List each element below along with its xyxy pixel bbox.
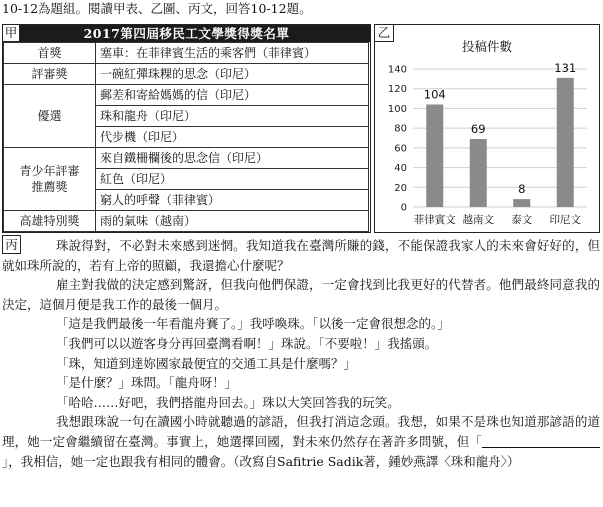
passage-paragraph (2, 412, 600, 471)
answer-blank (482, 435, 600, 448)
table-row (4, 211, 369, 232)
award-work: 雨的氣味（越南） (96, 211, 369, 232)
award-category-line: 推薦獎 (31, 180, 68, 194)
bar (426, 104, 443, 207)
y-tick-label: 140 (387, 64, 407, 76)
award-work: 珠和龍舟（印尼） (96, 106, 369, 127)
passage-paragraph: 雇主對我做的決定感到驚訝，但我向他們保證，一定會找到比我更好的代替者。他們最終同意我的決定，這個月便是我工作的最後一個月。 (2, 277, 600, 312)
passage-paragraph: 「是什麼？」珠問。「龍舟呀！」 (56, 375, 238, 391)
y-tick-label: 100 (387, 103, 407, 115)
x-tick-label: 泰文 (511, 214, 533, 226)
y-tick-label: 20 (394, 182, 407, 194)
data-label: 69 (470, 121, 486, 136)
x-tick-label: 印尼文 (549, 214, 581, 226)
award-category: 高雄特別獎 (4, 211, 96, 232)
passage-paragraph: 「珠，知道到達妳國家最便宜的交通工具是什麼嗎？」 (56, 355, 357, 371)
award-work: 代步機（印尼） (96, 127, 369, 148)
y-tick-label: 120 (387, 84, 407, 96)
table-row (4, 85, 369, 106)
passage-text-before-blank: 我想跟珠說一句在讀國小時就聽過的諺語，但我打消這念頭。我想，如果不是珠也知道那諺語的道理，她一定會繼續留在臺灣。事實上，她選擇回國，對未來仍然存在著許多問號，但「 (2, 414, 600, 449)
passage-paragraph: 「這是我們最後一年看龍舟賽了。」我呼喚珠。「以後一定會很想念的。」 (56, 316, 450, 332)
panel-b-tag: 乙 (375, 25, 394, 42)
award-work: 來自鐵柵欄後的思念信（印尼） (96, 148, 369, 169)
award-work: 塞車：在菲律賓生活的乘客們（菲律賓） (96, 43, 369, 64)
bar (557, 78, 574, 207)
passage-paragraph: 珠說得對，不必對未來感到迷惘。我知道我在臺灣所賺的錢，不能保證我家人的未來會好好的，但就如珠所說的，若有上帝的照顧，我還擔心什麼呢？ (2, 238, 600, 273)
award-list-title: 2017第四屆移民工文學獎得獎名單 (3, 25, 370, 42)
award-work: 紅色（印尼） (96, 169, 369, 190)
award-work: 窮人的呼聲（菲律賓） (96, 190, 369, 211)
passage-paragraph: 「哈哈……好吧，我們搭龍舟回去。」珠以大笑回答我的玩笑。 (56, 394, 400, 410)
passage-paragraph: 「我們可以以遊客身分再回臺灣看啊！」珠說。「不要啦！」我搖頭。 (56, 335, 438, 351)
award-work: 郵差和寄給媽媽的信（印尼） (96, 85, 369, 106)
panel-a-tag: 甲 (3, 25, 20, 42)
passage-text-after-blank: 」，我相信，她一定也跟我有相同的體會。（改寫自Safitrie Sadik著，鍾妙燕譯〈珠和龍舟〉） (2, 453, 520, 469)
award-category: 首獎 (4, 43, 96, 64)
data-label: 8 (518, 182, 526, 197)
bar (470, 139, 487, 207)
award-table (3, 42, 369, 232)
question-instruction: 10-12為題組。閱讀甲表、乙圖、丙文，回答10-12題。 (2, 1, 312, 16)
award-list-panel (2, 24, 371, 233)
table-row (4, 43, 369, 64)
bar (513, 199, 530, 207)
y-tick-label: 80 (394, 123, 407, 135)
panel-c-tag: 丙 (2, 235, 21, 254)
y-tick-label: 60 (394, 143, 407, 155)
y-tick-label: 40 (394, 163, 407, 175)
award-category (4, 148, 96, 211)
passage-text (2, 236, 600, 471)
table-row (4, 148, 369, 169)
submission-chart-panel (374, 24, 600, 233)
x-tick-label: 越南文 (462, 214, 494, 226)
table-row (4, 64, 369, 85)
x-tick-label: 菲律賓文 (413, 214, 456, 226)
data-label: 131 (554, 60, 577, 75)
award-work: 一碗紅彈珠粿的思念（印尼） (96, 64, 369, 85)
passage-panel (2, 235, 600, 506)
y-tick-label: 0 (400, 202, 407, 214)
chart-title: 投稿件數 (461, 39, 512, 54)
award-category-line: 青少年評審 (19, 164, 80, 178)
award-category: 優選 (4, 85, 96, 148)
award-category: 評審獎 (4, 64, 96, 85)
data-label: 104 (423, 87, 446, 102)
submission-bar-chart (375, 25, 598, 231)
